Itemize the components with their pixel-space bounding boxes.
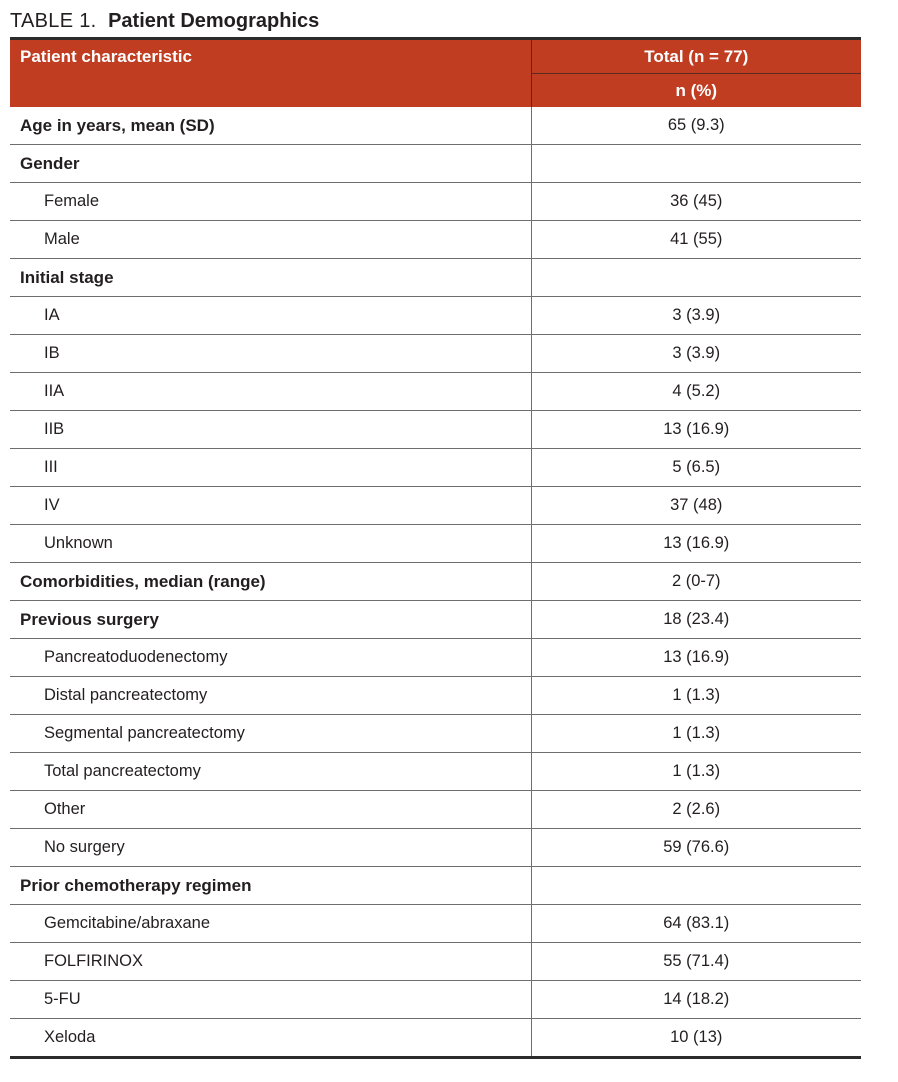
header-n-percent: n (%) (531, 74, 861, 108)
row-value: 3 (3.9) (531, 335, 861, 373)
row-value: 13 (16.9) (531, 639, 861, 677)
row-value: 2 (0-7) (531, 563, 861, 601)
table-row (10, 183, 861, 221)
table-row (10, 525, 861, 563)
table-row (10, 715, 861, 753)
row-label: Unknown (10, 525, 531, 563)
row-label: Age in years, mean (SD) (10, 107, 531, 145)
row-label: Comorbidities, median (range) (10, 563, 531, 601)
table-row (10, 791, 861, 829)
row-value: 18 (23.4) (531, 601, 861, 639)
header-total: Total (n = 77) (531, 39, 861, 74)
row-value: 65 (9.3) (531, 107, 861, 145)
row-label: Segmental pancreatectomy (10, 715, 531, 753)
table-header (10, 39, 861, 108)
row-value: 13 (16.9) (531, 525, 861, 563)
table-row-category (10, 259, 861, 297)
row-label: No surgery (10, 829, 531, 867)
row-label: Xeloda (10, 1019, 531, 1058)
row-label: Previous surgery (10, 601, 531, 639)
row-label: Other (10, 791, 531, 829)
table-row (10, 639, 861, 677)
row-label: Total pancreatectomy (10, 753, 531, 791)
row-label: Gender (10, 145, 531, 183)
row-label: 5-FU (10, 981, 531, 1019)
row-value: 5 (6.5) (531, 449, 861, 487)
row-value: 14 (18.2) (531, 981, 861, 1019)
table-row (10, 411, 861, 449)
row-value (531, 259, 861, 297)
row-label: IA (10, 297, 531, 335)
table-row-category (10, 563, 861, 601)
row-label: Gemcitabine/abraxane (10, 905, 531, 943)
table-row (10, 1019, 861, 1058)
row-label: IV (10, 487, 531, 525)
table-row (10, 449, 861, 487)
row-label: FOLFIRINOX (10, 943, 531, 981)
table-row (10, 753, 861, 791)
row-label: Pancreatoduodenectomy (10, 639, 531, 677)
table-row (10, 829, 861, 867)
table-number: TABLE 1. (10, 10, 97, 32)
row-value: 1 (1.3) (531, 715, 861, 753)
row-value: 59 (76.6) (531, 829, 861, 867)
header-patient-characteristic: Patient characteristic (10, 39, 531, 108)
table-row-category (10, 107, 861, 145)
row-label: Initial stage (10, 259, 531, 297)
table-caption (10, 8, 319, 34)
row-label: Female (10, 183, 531, 221)
row-label: IIB (10, 411, 531, 449)
row-value: 55 (71.4) (531, 943, 861, 981)
patient-demographics-table (10, 37, 861, 1059)
row-value: 37 (48) (531, 487, 861, 525)
table-row-category (10, 601, 861, 639)
table-title: Patient Demographics (108, 10, 320, 32)
row-value: 1 (1.3) (531, 677, 861, 715)
row-value: 13 (16.9) (531, 411, 861, 449)
table-row (10, 335, 861, 373)
table-row-category (10, 867, 861, 905)
row-label: Prior chemotherapy regimen (10, 867, 531, 905)
table-row-category (10, 145, 861, 183)
row-value: 10 (13) (531, 1019, 861, 1058)
row-value: 2 (2.6) (531, 791, 861, 829)
row-value: 1 (1.3) (531, 753, 861, 791)
table-row (10, 981, 861, 1019)
table-row (10, 297, 861, 335)
row-label: IB (10, 335, 531, 373)
table-row (10, 677, 861, 715)
table-row (10, 373, 861, 411)
row-label: Distal pancreatectomy (10, 677, 531, 715)
row-value: 36 (45) (531, 183, 861, 221)
row-value: 64 (83.1) (531, 905, 861, 943)
row-label: Male (10, 221, 531, 259)
row-value (531, 145, 861, 183)
table-body (10, 107, 861, 1058)
table-row (10, 487, 861, 525)
row-value: 3 (3.9) (531, 297, 861, 335)
row-label: III (10, 449, 531, 487)
table-row (10, 943, 861, 981)
table-row (10, 905, 861, 943)
row-value: 4 (5.2) (531, 373, 861, 411)
row-value: 41 (55) (531, 221, 861, 259)
table-row (10, 221, 861, 259)
row-label: IIA (10, 373, 531, 411)
row-value (531, 867, 861, 905)
